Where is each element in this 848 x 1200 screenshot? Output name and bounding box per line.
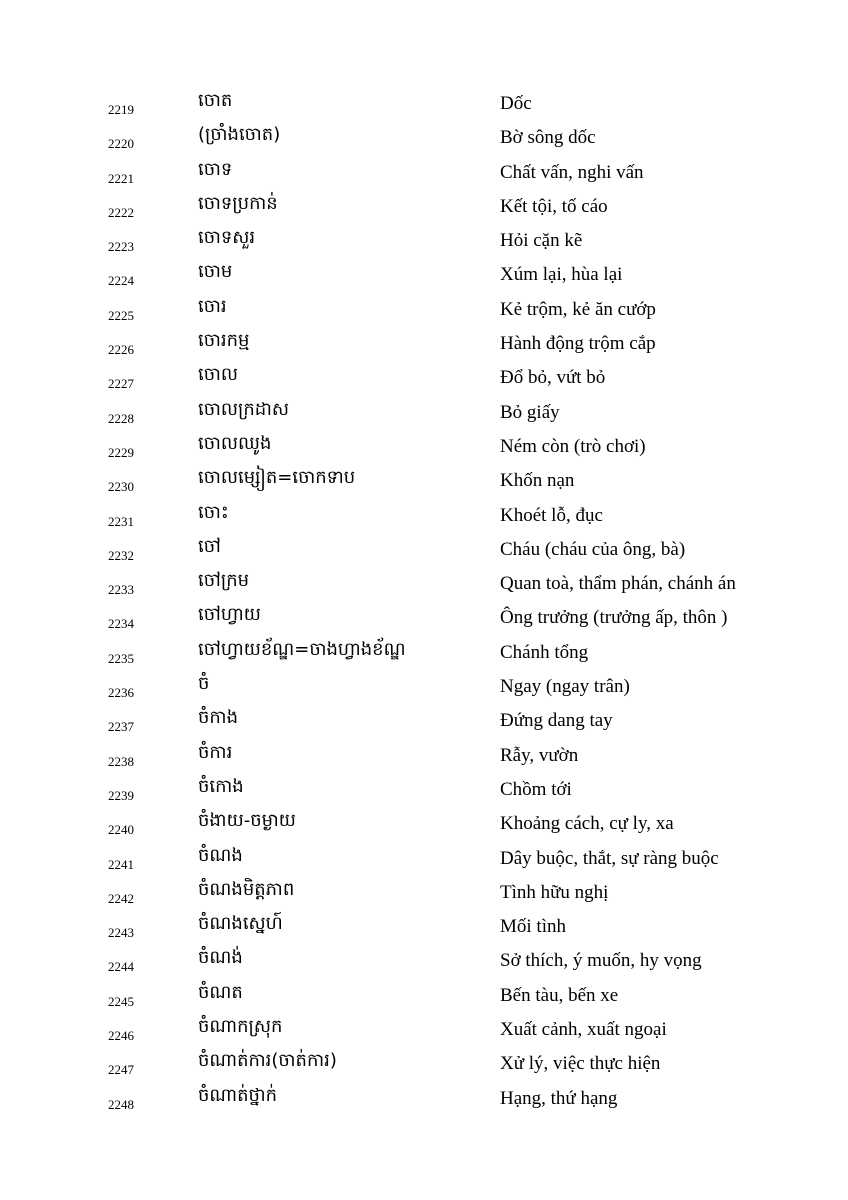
entry-row: [0, 978, 848, 1012]
entry-number: 2240: [108, 822, 134, 838]
entry-row: [0, 806, 848, 840]
entry-vietnamese-meaning: Hành động trộm cắp: [500, 333, 656, 355]
entry-row: [0, 1046, 848, 1080]
entry-number: 2239: [108, 787, 134, 803]
entry-row: [0, 566, 848, 600]
entry-khmer-term: ចំកោង: [198, 775, 244, 797]
entry-khmer-term: ចោទសួរ: [198, 227, 256, 249]
entry-vietnamese-meaning: Bờ sông dốc: [500, 127, 596, 149]
entry-vietnamese-meaning: Khốn nạn: [500, 470, 575, 492]
entry-row: [0, 463, 848, 497]
entry-row: [0, 635, 848, 669]
entry-vietnamese-meaning: Kẻ trộm, kẻ ăn cướp: [500, 298, 656, 320]
entry-khmer-term: ចំណត: [198, 981, 243, 1003]
entry-row: [0, 360, 848, 394]
entry-khmer-term: ចោល: [198, 364, 238, 386]
entry-number: 2235: [108, 650, 134, 666]
entry-row: [0, 292, 848, 326]
entry-vietnamese-meaning: Đổ bỏ, vứt bỏ: [500, 367, 606, 389]
entry-row: [0, 600, 848, 634]
entry-khmer-term: ចៅហ្វាយខ័ណ្ឌ=ចាងហ្វាងខ័ណ្ឌ: [198, 638, 406, 660]
entry-number: 2229: [108, 444, 134, 460]
entry-number: 2242: [108, 890, 134, 906]
entry-vietnamese-meaning: Mối tình: [500, 916, 566, 938]
entry-khmer-term: (ច្រាំងចោត): [198, 124, 281, 146]
entry-number: 2233: [108, 582, 134, 598]
entry-vietnamese-meaning: Bỏ giấy: [500, 401, 560, 423]
entry-number: 2224: [108, 273, 134, 289]
entry-row: [0, 703, 848, 737]
entry-khmer-term: ចំណាត់ការ(ចាត់ការ): [198, 1050, 337, 1072]
entry-vietnamese-meaning: Quan toà, thẩm phán, chánh án: [500, 573, 736, 595]
entry-vietnamese-meaning: Sở thích, ý muốn, hy vọng: [500, 950, 702, 972]
entry-row: [0, 120, 848, 154]
entry-row: [0, 772, 848, 806]
entry-khmer-term: ចោលក្រដាស: [198, 398, 290, 420]
entry-row: [0, 1012, 848, 1046]
entry-number: 2243: [108, 925, 134, 941]
entry-vietnamese-meaning: Chánh tổng: [500, 641, 589, 663]
entry-vietnamese-meaning: Ông trưởng (trưởng ấp, thôn ): [500, 607, 728, 629]
entry-vietnamese-meaning: Xúm lại, hùa lại: [500, 264, 623, 286]
entry-khmer-term: ចំណាកស្រុក: [198, 1016, 283, 1038]
entry-khmer-term: ចោលម្សៀត=ចោកទាប: [198, 467, 356, 489]
entry-khmer-term: ចៅក្រម: [198, 570, 250, 592]
entry-row: [0, 532, 848, 566]
entry-number: 2245: [108, 993, 134, 1009]
entry-khmer-term: ចោរកម្ម: [198, 330, 250, 352]
entry-khmer-term: ចំណង់: [198, 947, 243, 969]
entry-khmer-term: ចៅ: [198, 535, 221, 557]
entry-vietnamese-meaning: Xử lý, việc thực hiện: [500, 1053, 661, 1075]
entry-row: [0, 326, 848, 360]
entry-row: [0, 841, 848, 875]
entry-number: 2248: [108, 1096, 134, 1112]
entry-khmer-term: ចោរ: [198, 295, 227, 317]
entry-vietnamese-meaning: Khoảng cách, cự ly, xa: [500, 813, 674, 835]
entry-vietnamese-meaning: Xuất cảnh, xuất ngoại: [500, 1019, 667, 1041]
entry-khmer-term: ចោម: [198, 261, 233, 283]
entry-vietnamese-meaning: Dốc: [500, 93, 532, 114]
entry-number: 2232: [108, 547, 134, 563]
entry-row: [0, 738, 848, 772]
entry-vietnamese-meaning: Hỏi cặn kẽ: [500, 230, 583, 252]
entry-khmer-term: ចំណងមិត្តភាព: [198, 878, 295, 900]
entry-khmer-term: ចំណងស្នេហ៍: [198, 913, 283, 935]
entry-vietnamese-meaning: Tình hữu nghị: [500, 881, 609, 903]
entry-number: 2222: [108, 204, 134, 220]
entry-khmer-term: ចៅហ្វាយ: [198, 604, 261, 626]
entry-vietnamese-meaning: Kết tội, tố cáo: [500, 195, 608, 217]
entry-row: [0, 155, 848, 189]
entry-vietnamese-meaning: Rẫy, vườn: [500, 744, 579, 766]
entry-number: 2221: [108, 170, 134, 186]
entry-number: 2223: [108, 239, 134, 255]
entry-number: 2241: [108, 856, 134, 872]
entry-row: [0, 943, 848, 977]
entry-number: 2244: [108, 959, 134, 975]
entry-number: 2231: [108, 513, 134, 529]
entry-vietnamese-meaning: Chồm tới: [500, 778, 572, 800]
entry-row: [0, 86, 848, 120]
entry-khmer-term: ចោត: [198, 90, 233, 111]
entry-vietnamese-meaning: Cháu (cháu của ông, bà): [500, 538, 686, 560]
entry-row: [0, 909, 848, 943]
entry-row: [0, 257, 848, 291]
entry-vietnamese-meaning: Dây buộc, thắt, sự ràng buộc: [500, 847, 719, 869]
entry-number: 2220: [108, 136, 134, 152]
entry-khmer-term: ចំងាយ-ចម្ងាយ: [198, 810, 296, 832]
entry-row: [0, 1081, 848, 1115]
entry-khmer-term: ចោះ: [198, 501, 229, 523]
entry-row: [0, 498, 848, 532]
entry-number: 2238: [108, 753, 134, 769]
entry-number: 2230: [108, 479, 134, 495]
entry-row: [0, 875, 848, 909]
entry-khmer-term: ចំការ: [198, 741, 233, 763]
entry-vietnamese-meaning: Khoét lỗ, đục: [500, 504, 603, 526]
entry-vietnamese-meaning: Ném còn (trò chơi): [500, 435, 646, 457]
entry-vietnamese-meaning: Chất vấn, nghi vấn: [500, 161, 644, 183]
entry-row: [0, 189, 848, 223]
entry-number: 2234: [108, 616, 134, 632]
entry-khmer-term: ចំណាត់ថ្នាក់: [198, 1084, 278, 1106]
entry-vietnamese-meaning: Hạng, thứ hạng: [500, 1087, 618, 1109]
entry-vietnamese-meaning: Bến tàu, bến xe: [500, 984, 619, 1006]
entry-khmer-term: ចោទប្រកាន់: [198, 192, 278, 214]
entry-khmer-term: ចំកាង: [198, 707, 238, 729]
entry-number: 2247: [108, 1062, 134, 1078]
entry-row: [0, 223, 848, 257]
entry-khmer-term: ចំណង: [198, 844, 243, 866]
entry-vietnamese-meaning: Ngay (ngay trân): [500, 676, 630, 698]
entry-row: [0, 395, 848, 429]
entry-row: [0, 669, 848, 703]
entry-number: 2219: [108, 102, 134, 117]
entry-number: 2226: [108, 342, 134, 358]
entry-khmer-term: ចោទ: [198, 158, 233, 180]
entry-number: 2227: [108, 376, 134, 392]
entry-vietnamese-meaning: Đứng dang tay: [500, 710, 613, 732]
entry-number: 2228: [108, 410, 134, 426]
entry-number: 2237: [108, 719, 134, 735]
entry-number: 2236: [108, 685, 134, 701]
entry-number: 2225: [108, 307, 134, 323]
entry-number: 2246: [108, 1028, 134, 1044]
entry-list: [0, 86, 848, 1115]
entry-row: [0, 429, 848, 463]
entry-khmer-term: ចំ: [198, 673, 210, 695]
entry-khmer-term: ចោលឈូង: [198, 432, 272, 454]
